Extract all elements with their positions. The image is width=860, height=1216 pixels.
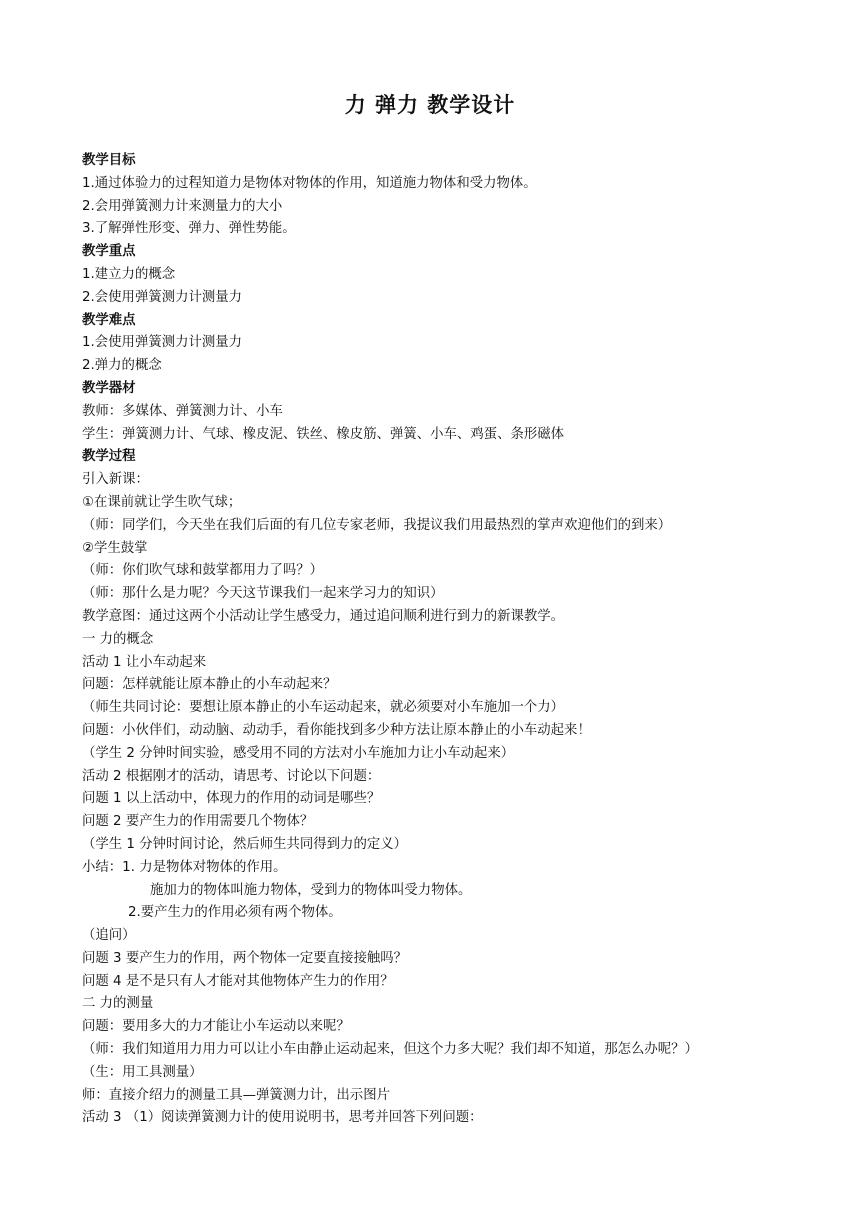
paragraph-line: （学生 1 分钟时间讨论，然后师生共同得到力的定义） <box>82 836 408 852</box>
paragraph-line: 3.了解弹性形变、弹力、弹性势能。 <box>82 221 296 237</box>
paragraph-line-indented: 2.要产生力的作用必须有两个物体。 <box>128 905 342 921</box>
paragraph-line: 二 力的测量 <box>82 996 154 1012</box>
paragraph-line: 引入新课： <box>82 472 149 488</box>
paragraph-line: 问题：小伙伴们，动动脑、动动手，看你能找到多少种方法让原本静止的小车动起来！ <box>82 722 591 738</box>
document-title: 力 弹力 教学设计 <box>344 93 516 117</box>
paragraph-line: 1.建立力的概念 <box>82 266 176 282</box>
paragraph-line: （师：那什么是力呢？今天这节课我们一起来学习力的知识） <box>82 586 444 602</box>
paragraph-line: 1.通过体验力的过程知道力是物体对物体的作用，知道施力物体和受力物体。 <box>82 175 537 191</box>
paragraph-line: 问题 3 要产生力的作用，两个物体一定要直接接触吗？ <box>82 950 408 966</box>
paragraph-line: 教学意图：通过这两个小活动让学生感受力，通过追问顺利进行到力的新课教学。 <box>82 608 565 624</box>
paragraph-line: 问题 1 以上活动中，体现力的作用的动词是哪些？ <box>82 791 381 807</box>
paragraph-line: 问题：要用多大的力才能让小车运动以来呢？ <box>82 1019 350 1035</box>
paragraph-line-indented: 施加力的物体叫施力物体，受到力的物体叫受力物体。 <box>150 882 472 898</box>
paragraph-line: 2.弹力的概念 <box>82 358 162 374</box>
paragraph-line: （师生共同讨论：要想让原本静止的小车运动起来，就必须要对小车施加一个力） <box>82 700 565 716</box>
section-heading-objectives: 教学目标 <box>82 153 136 168</box>
paragraph-line: 小结：1. 力是物体对物体的作用。 <box>82 859 287 875</box>
paragraph-line: 2.会用弹簧测力计来测量力的大小 <box>82 198 283 214</box>
section-heading-difficulties: 教学难点 <box>82 312 136 328</box>
paragraph-line: （师：我们知道用力用力可以让小车由静止运动起来，但这个力多大呢？我们却不知道，那怎么办呢？） <box>82 1042 698 1058</box>
section-heading-process: 教学过程 <box>82 449 136 465</box>
paragraph-line: 活动 3 （1）阅读弹簧测力计的使用说明书，思考并回答下列问题： <box>82 1110 483 1126</box>
paragraph-line: 教师：多媒体、弹簧测力计、小车 <box>82 403 283 419</box>
paragraph-line: 师：直接介绍力的测量工具—弹簧测力计，出示图片 <box>82 1087 390 1103</box>
paragraph-line: 2.会使用弹簧测力计测量力 <box>82 289 243 305</box>
section-heading-equipment: 教学器材 <box>82 380 136 396</box>
paragraph-line: （学生 2 分钟时间实验，感受用不同的方法对小车施加力让小车动起来） <box>82 745 515 761</box>
paragraph-line: 一 力的概念 <box>82 631 154 647</box>
paragraph-line: 学生：弹簧测力计、气球、橡皮泥、铁丝、橡皮筋、弹簧、小车、鸡蛋、条形磁体 <box>82 426 565 442</box>
paragraph-line: 问题：怎样就能让原本静止的小车动起来？ <box>82 677 337 693</box>
paragraph-line: 1.会使用弹簧测力计测量力 <box>82 335 243 351</box>
paragraph-line: （追问） <box>82 928 136 944</box>
paragraph-line: 问题 4 是不是只有人才能对其他物体产生力的作用？ <box>82 973 394 989</box>
paragraph-line: ②学生鼓掌 <box>82 540 148 556</box>
paragraph-line: （师：你们吹气球和鼓掌都用力了吗？） <box>82 563 324 579</box>
paragraph-line: 活动 2 根据刚才的活动，请思考、讨论以下问题： <box>82 768 381 784</box>
paragraph-line: 问题 2 要产生力的作用需要几个物体？ <box>82 814 314 830</box>
paragraph-line: （师：同学们，今天坐在我们后面的有几位专家老师，我提议我们用最热烈的掌声欢迎他们的到来） <box>82 517 672 533</box>
paragraph-line: （生：用工具测量） <box>82 1064 203 1080</box>
paragraph-line: ①在课前就让学生吹气球； <box>82 494 242 510</box>
paragraph-line: 活动 1 让小车动起来 <box>82 654 207 670</box>
section-heading-key-points: 教学重点 <box>82 244 136 260</box>
document-body <box>82 150 822 1130</box>
